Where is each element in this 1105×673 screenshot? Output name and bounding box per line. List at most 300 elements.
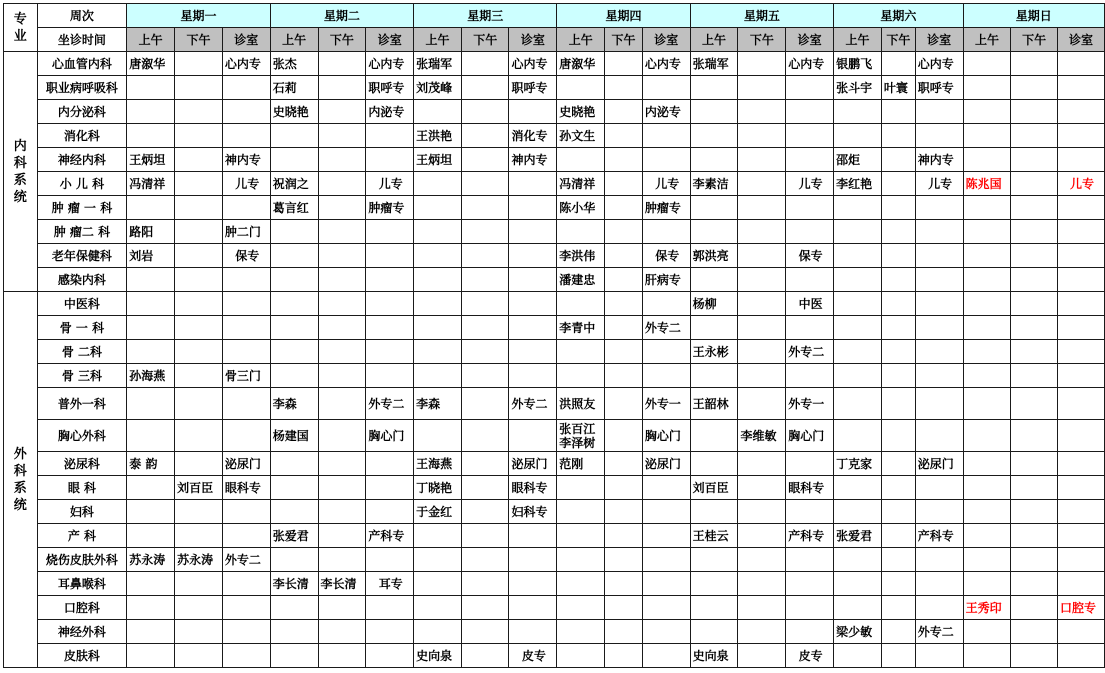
am-doctor-cell: [690, 196, 738, 220]
department-name: 神经内科: [37, 148, 127, 172]
clinic-room-cell: 外专一: [786, 388, 834, 420]
pm-doctor-cell: [318, 52, 366, 76]
am-doctor-cell: [414, 572, 462, 596]
am-doctor-cell: [557, 644, 605, 668]
clinic-room-cell: [915, 644, 963, 668]
pm-doctor-cell: [881, 548, 915, 572]
am-doctor-cell: [414, 268, 462, 292]
day-header-thu: 星期四: [557, 4, 690, 28]
clinic-room-cell: [915, 476, 963, 500]
am-doctor-cell: [127, 420, 175, 452]
time-label: 坐诊时间: [37, 28, 127, 52]
pm-doctor-cell: [605, 364, 643, 388]
pm-doctor-cell: [461, 316, 509, 340]
am-doctor-cell: [557, 596, 605, 620]
department-name: 普外一科: [37, 388, 127, 420]
am-doctor-cell: 邵炬: [834, 148, 882, 172]
pm-doctor-cell: [461, 524, 509, 548]
clinic-room-cell: 肿瘤专: [366, 196, 414, 220]
pm-doctor-cell: 叶寰: [881, 76, 915, 100]
am-doctor-cell: [557, 572, 605, 596]
am-doctor-cell: [690, 124, 738, 148]
am-doctor-cell: [557, 292, 605, 316]
department-name: 小 儿 科: [37, 172, 127, 196]
pm-doctor-cell: [175, 52, 223, 76]
table-row: [4, 292, 1105, 316]
clinic-room-cell: [915, 364, 963, 388]
am-doctor-cell: 刘百臣: [690, 476, 738, 500]
pm-doctor-cell: [461, 452, 509, 476]
day-header-wed: 星期三: [414, 4, 557, 28]
clinic-room-cell: 保专: [222, 244, 270, 268]
pm-doctor-cell: [175, 316, 223, 340]
clinic-room-cell: 外专二: [366, 388, 414, 420]
am-doctor-cell: [834, 420, 882, 452]
clinic-room-cell: 保专: [642, 244, 690, 268]
am-doctor-cell: [690, 220, 738, 244]
table-row: [4, 76, 1105, 100]
clinic-room-cell: 肝病专: [642, 268, 690, 292]
am-doctor-cell: [414, 524, 462, 548]
am-doctor-cell: [414, 420, 462, 452]
pm-doctor-cell: [318, 388, 366, 420]
subheader-pm: 下午: [605, 28, 643, 52]
pm-doctor-cell: [1011, 148, 1058, 172]
am-doctor-cell: [690, 76, 738, 100]
clinic-room-cell: [366, 148, 414, 172]
clinic-room-cell: [509, 172, 557, 196]
pm-doctor-cell: [175, 388, 223, 420]
clinic-room-cell: 骨三门: [222, 364, 270, 388]
am-doctor-cell: [834, 340, 882, 364]
am-doctor-cell: [127, 644, 175, 668]
pm-doctor-cell: [175, 220, 223, 244]
pm-doctor-cell: [605, 548, 643, 572]
day-header-fri: 星期五: [690, 4, 833, 28]
am-doctor-cell: [834, 244, 882, 268]
am-doctor-cell: 石莉: [270, 76, 318, 100]
clinic-room-cell: [915, 268, 963, 292]
am-doctor-cell: 李森: [270, 388, 318, 420]
am-doctor-cell: 潘建忠: [557, 268, 605, 292]
am-doctor-cell: 苏永涛: [127, 548, 175, 572]
table-row: [4, 124, 1105, 148]
clinic-room-cell: 产科专: [786, 524, 834, 548]
am-doctor-cell: 葛言红: [270, 196, 318, 220]
clinic-room-cell: [642, 644, 690, 668]
am-doctor-cell: [127, 596, 175, 620]
clinic-room-cell: [509, 268, 557, 292]
clinic-room-cell: [915, 100, 963, 124]
clinic-room-cell: [642, 596, 690, 620]
pm-doctor-cell: [1011, 100, 1058, 124]
am-doctor-cell: [557, 220, 605, 244]
pm-doctor-cell: [605, 620, 643, 644]
pm-doctor-cell: [1011, 548, 1058, 572]
pm-doctor-cell: [881, 620, 915, 644]
clinic-room-cell: [1057, 388, 1104, 420]
am-doctor-cell: [963, 196, 1011, 220]
am-doctor-cell: [963, 340, 1011, 364]
am-doctor-cell: [557, 548, 605, 572]
pm-doctor-cell: [318, 100, 366, 124]
am-doctor-cell: [963, 148, 1011, 172]
clinic-room-cell: [786, 196, 834, 220]
pm-doctor-cell: [461, 292, 509, 316]
pm-doctor-cell: [461, 52, 509, 76]
pm-doctor-cell: [461, 76, 509, 100]
pm-doctor-cell: [318, 244, 366, 268]
clinic-room-cell: 中医: [786, 292, 834, 316]
am-doctor-cell: [963, 500, 1011, 524]
pm-doctor-cell: [738, 476, 786, 500]
am-doctor-cell: [834, 196, 882, 220]
pm-doctor-cell: [605, 596, 643, 620]
am-doctor-cell: [690, 452, 738, 476]
am-doctor-cell: [557, 148, 605, 172]
pm-doctor-cell: [738, 548, 786, 572]
clinic-room-cell: [642, 364, 690, 388]
am-doctor-cell: [834, 124, 882, 148]
pm-doctor-cell: [175, 148, 223, 172]
pm-doctor-cell: [461, 476, 509, 500]
department-name: 耳鼻喉科: [37, 572, 127, 596]
am-doctor-cell: [690, 500, 738, 524]
clinic-room-cell: [222, 388, 270, 420]
pm-doctor-cell: [1011, 388, 1058, 420]
subheader-pm: 下午: [738, 28, 786, 52]
clinic-room-cell: 儿专: [1057, 172, 1104, 196]
pm-doctor-cell: [461, 148, 509, 172]
schedule-table: [3, 3, 1105, 668]
clinic-room-cell: [1057, 76, 1104, 100]
am-doctor-cell: 范刚: [557, 452, 605, 476]
clinic-room-cell: [1057, 620, 1104, 644]
clinic-room-cell: [1057, 100, 1104, 124]
department-name: 眼 科: [37, 476, 127, 500]
clinic-room-cell: 保专: [786, 244, 834, 268]
am-doctor-cell: [557, 500, 605, 524]
table-row: [4, 548, 1105, 572]
clinic-room-cell: [786, 268, 834, 292]
am-doctor-cell: [963, 316, 1011, 340]
pm-doctor-cell: [318, 172, 366, 196]
department-name: 骨 二科: [37, 340, 127, 364]
am-doctor-cell: [834, 364, 882, 388]
pm-doctor-cell: [881, 100, 915, 124]
am-doctor-cell: 丁克家: [834, 452, 882, 476]
clinic-room-cell: [915, 316, 963, 340]
day-header-sat: 星期六: [834, 4, 963, 28]
clinic-room-cell: [915, 572, 963, 596]
pm-doctor-cell: [738, 500, 786, 524]
pm-doctor-cell: [461, 644, 509, 668]
clinic-room-cell: [222, 268, 270, 292]
clinic-room-cell: [366, 292, 414, 316]
am-doctor-cell: [127, 620, 175, 644]
pm-doctor-cell: [318, 268, 366, 292]
pm-doctor-cell: [738, 268, 786, 292]
pm-doctor-cell: [605, 148, 643, 172]
pm-doctor-cell: [318, 548, 366, 572]
clinic-room-cell: 内泌专: [642, 100, 690, 124]
clinic-room-cell: [786, 452, 834, 476]
pm-doctor-cell: [881, 124, 915, 148]
pm-doctor-cell: [881, 476, 915, 500]
am-doctor-cell: [127, 268, 175, 292]
am-doctor-cell: [270, 644, 318, 668]
am-doctor-cell: [963, 620, 1011, 644]
table-row: [4, 316, 1105, 340]
clinic-room-cell: [366, 220, 414, 244]
pm-doctor-cell: [1011, 644, 1058, 668]
clinic-room-cell: [1057, 452, 1104, 476]
clinic-room-cell: [786, 364, 834, 388]
am-doctor-cell: [270, 340, 318, 364]
pm-doctor-cell: [1011, 364, 1058, 388]
am-doctor-cell: [270, 364, 318, 388]
clinic-room-cell: [509, 572, 557, 596]
am-doctor-cell: 王洪艳: [414, 124, 462, 148]
pm-doctor-cell: [605, 340, 643, 364]
am-doctor-cell: [690, 364, 738, 388]
clinic-room-cell: [366, 124, 414, 148]
pm-doctor-cell: [881, 572, 915, 596]
clinic-room-cell: [509, 100, 557, 124]
am-doctor-cell: [414, 292, 462, 316]
clinic-room-cell: [509, 292, 557, 316]
am-doctor-cell: 王韶林: [690, 388, 738, 420]
pm-doctor-cell: [318, 124, 366, 148]
am-doctor-cell: [270, 244, 318, 268]
table-row: [4, 476, 1105, 500]
pm-doctor-cell: [881, 644, 915, 668]
pm-doctor-cell: [881, 420, 915, 452]
clinic-room-cell: [366, 452, 414, 476]
clinic-room-cell: [509, 420, 557, 452]
am-doctor-cell: [414, 596, 462, 620]
clinic-room-cell: 胸心门: [642, 420, 690, 452]
subheader-pm: 下午: [175, 28, 223, 52]
pm-doctor-cell: [318, 364, 366, 388]
am-doctor-cell: [270, 500, 318, 524]
am-doctor-cell: [557, 340, 605, 364]
pm-doctor-cell: [175, 596, 223, 620]
pm-doctor-cell: [605, 244, 643, 268]
clinic-room-cell: [222, 76, 270, 100]
am-doctor-cell: [270, 148, 318, 172]
clinic-room-cell: 胸心门: [366, 420, 414, 452]
pm-doctor-cell: [738, 364, 786, 388]
pm-doctor-cell: [1011, 292, 1058, 316]
clinic-room-cell: [786, 596, 834, 620]
pm-doctor-cell: [318, 196, 366, 220]
am-doctor-cell: [963, 244, 1011, 268]
clinic-room-cell: [1057, 52, 1104, 76]
clinic-room-cell: [509, 620, 557, 644]
am-doctor-cell: 孙海燕: [127, 364, 175, 388]
pm-doctor-cell: [881, 388, 915, 420]
pm-doctor-cell: [605, 452, 643, 476]
am-doctor-cell: [834, 292, 882, 316]
clinic-room-cell: 产科专: [915, 524, 963, 548]
clinic-room-cell: [915, 420, 963, 452]
pm-doctor-cell: [881, 172, 915, 196]
table-row: [4, 52, 1105, 76]
clinic-room-cell: [366, 316, 414, 340]
pm-doctor-cell: [881, 340, 915, 364]
pm-doctor-cell: [318, 148, 366, 172]
am-doctor-cell: 刘岩: [127, 244, 175, 268]
clinic-room-cell: [642, 292, 690, 316]
clinic-room-cell: 外专二: [786, 340, 834, 364]
clinic-room-cell: [366, 500, 414, 524]
department-name: 产 科: [37, 524, 127, 548]
am-doctor-cell: 杨柳: [690, 292, 738, 316]
am-doctor-cell: [557, 476, 605, 500]
clinic-room-cell: 肿瘤专: [642, 196, 690, 220]
clinic-room-cell: 眼科专: [509, 476, 557, 500]
table-row: [4, 572, 1105, 596]
pm-doctor-cell: [1011, 340, 1058, 364]
am-doctor-cell: 郭洪亮: [690, 244, 738, 268]
table-row: [4, 596, 1105, 620]
am-doctor-cell: 张斗宇: [834, 76, 882, 100]
pm-doctor-cell: [738, 620, 786, 644]
pm-doctor-cell: [738, 148, 786, 172]
clinic-room-cell: [222, 500, 270, 524]
am-doctor-cell: [557, 620, 605, 644]
clinic-room-cell: [509, 220, 557, 244]
group-label: [4, 292, 38, 668]
subheader-am: 上午: [127, 28, 175, 52]
clinic-room-cell: 神内专: [509, 148, 557, 172]
am-doctor-cell: 李森: [414, 388, 462, 420]
clinic-room-cell: 心内专: [786, 52, 834, 76]
am-doctor-cell: [963, 364, 1011, 388]
pm-doctor-cell: [1011, 620, 1058, 644]
subheader-pm: 下午: [1011, 28, 1058, 52]
am-doctor-cell: [963, 76, 1011, 100]
clinic-room-cell: [1057, 500, 1104, 524]
am-doctor-cell: 陈小华: [557, 196, 605, 220]
clinic-room-cell: 心内专: [222, 52, 270, 76]
pm-doctor-cell: [461, 572, 509, 596]
pm-doctor-cell: [1011, 476, 1058, 500]
subheader-room: 诊室: [222, 28, 270, 52]
clinic-room-cell: [1057, 268, 1104, 292]
clinic-room-cell: [509, 524, 557, 548]
am-doctor-cell: 泰 韵: [127, 452, 175, 476]
table-row: [4, 364, 1105, 388]
am-doctor-cell: 洪照友: [557, 388, 605, 420]
pm-doctor-cell: [1011, 596, 1058, 620]
am-doctor-cell: [690, 572, 738, 596]
clinic-room-cell: 外专一: [642, 388, 690, 420]
am-doctor-cell: 路阳: [127, 220, 175, 244]
subheader-room: 诊室: [1057, 28, 1104, 52]
pm-doctor-cell: 刘百臣: [175, 476, 223, 500]
am-doctor-cell: [834, 476, 882, 500]
am-doctor-cell: [127, 196, 175, 220]
am-doctor-cell: [414, 316, 462, 340]
subheader-pm: 下午: [881, 28, 915, 52]
pm-doctor-cell: [318, 476, 366, 500]
pm-doctor-cell: [605, 388, 643, 420]
am-doctor-cell: [127, 124, 175, 148]
department-name: 妇科: [37, 500, 127, 524]
pm-doctor-cell: [175, 124, 223, 148]
clinic-room-cell: [222, 572, 270, 596]
pm-doctor-cell: [318, 620, 366, 644]
am-doctor-cell: [127, 572, 175, 596]
day-header-mon: 星期一: [127, 4, 270, 28]
clinic-room-cell: 儿专: [915, 172, 963, 196]
clinic-room-cell: [1057, 572, 1104, 596]
pm-doctor-cell: [1011, 172, 1058, 196]
pm-doctor-cell: [175, 420, 223, 452]
clinic-room-cell: 心内专: [509, 52, 557, 76]
pm-doctor-cell: [318, 76, 366, 100]
subheader-pm: 下午: [318, 28, 366, 52]
pm-doctor-cell: [175, 572, 223, 596]
clinic-room-cell: [786, 148, 834, 172]
pm-doctor-cell: [738, 52, 786, 76]
clinic-room-cell: 职呼专: [915, 76, 963, 100]
subheader-am: 上午: [414, 28, 462, 52]
clinic-room-cell: [786, 76, 834, 100]
pm-doctor-cell: [738, 100, 786, 124]
am-doctor-cell: [270, 268, 318, 292]
clinic-room-cell: [642, 500, 690, 524]
pm-doctor-cell: [605, 292, 643, 316]
group-name: 内科系统: [13, 138, 27, 205]
clinic-room-cell: [786, 100, 834, 124]
am-doctor-cell: [834, 268, 882, 292]
am-doctor-cell: 丁晓艳: [414, 476, 462, 500]
pm-doctor-cell: [318, 500, 366, 524]
pm-doctor-cell: [461, 420, 509, 452]
am-doctor-cell: [690, 596, 738, 620]
pm-doctor-cell: [605, 76, 643, 100]
am-doctor-cell: 李红艳: [834, 172, 882, 196]
table-row: [4, 172, 1105, 196]
pm-doctor-cell: [881, 220, 915, 244]
pm-doctor-cell: [605, 220, 643, 244]
am-doctor-cell: [834, 100, 882, 124]
am-doctor-cell: 王炳坦: [414, 148, 462, 172]
am-doctor-cell: [557, 364, 605, 388]
am-doctor-cell: [963, 268, 1011, 292]
clinic-room-cell: 神内专: [222, 148, 270, 172]
clinic-room-cell: [915, 548, 963, 572]
pm-doctor-cell: [738, 316, 786, 340]
pm-doctor-cell: [605, 644, 643, 668]
pm-doctor-cell: 苏永涛: [175, 548, 223, 572]
am-doctor-cell: 孙文生: [557, 124, 605, 148]
clinic-room-cell: [1057, 244, 1104, 268]
clinic-room-cell: [222, 524, 270, 548]
pm-doctor-cell: [461, 620, 509, 644]
am-doctor-cell: 李洪伟: [557, 244, 605, 268]
am-doctor-cell: [557, 76, 605, 100]
am-doctor-cell: 张爱君: [270, 524, 318, 548]
pm-doctor-cell: [318, 316, 366, 340]
clinic-room-cell: 肿二门: [222, 220, 270, 244]
am-doctor-cell: [963, 524, 1011, 548]
clinic-room-cell: [509, 244, 557, 268]
clinic-room-cell: 皮专: [786, 644, 834, 668]
